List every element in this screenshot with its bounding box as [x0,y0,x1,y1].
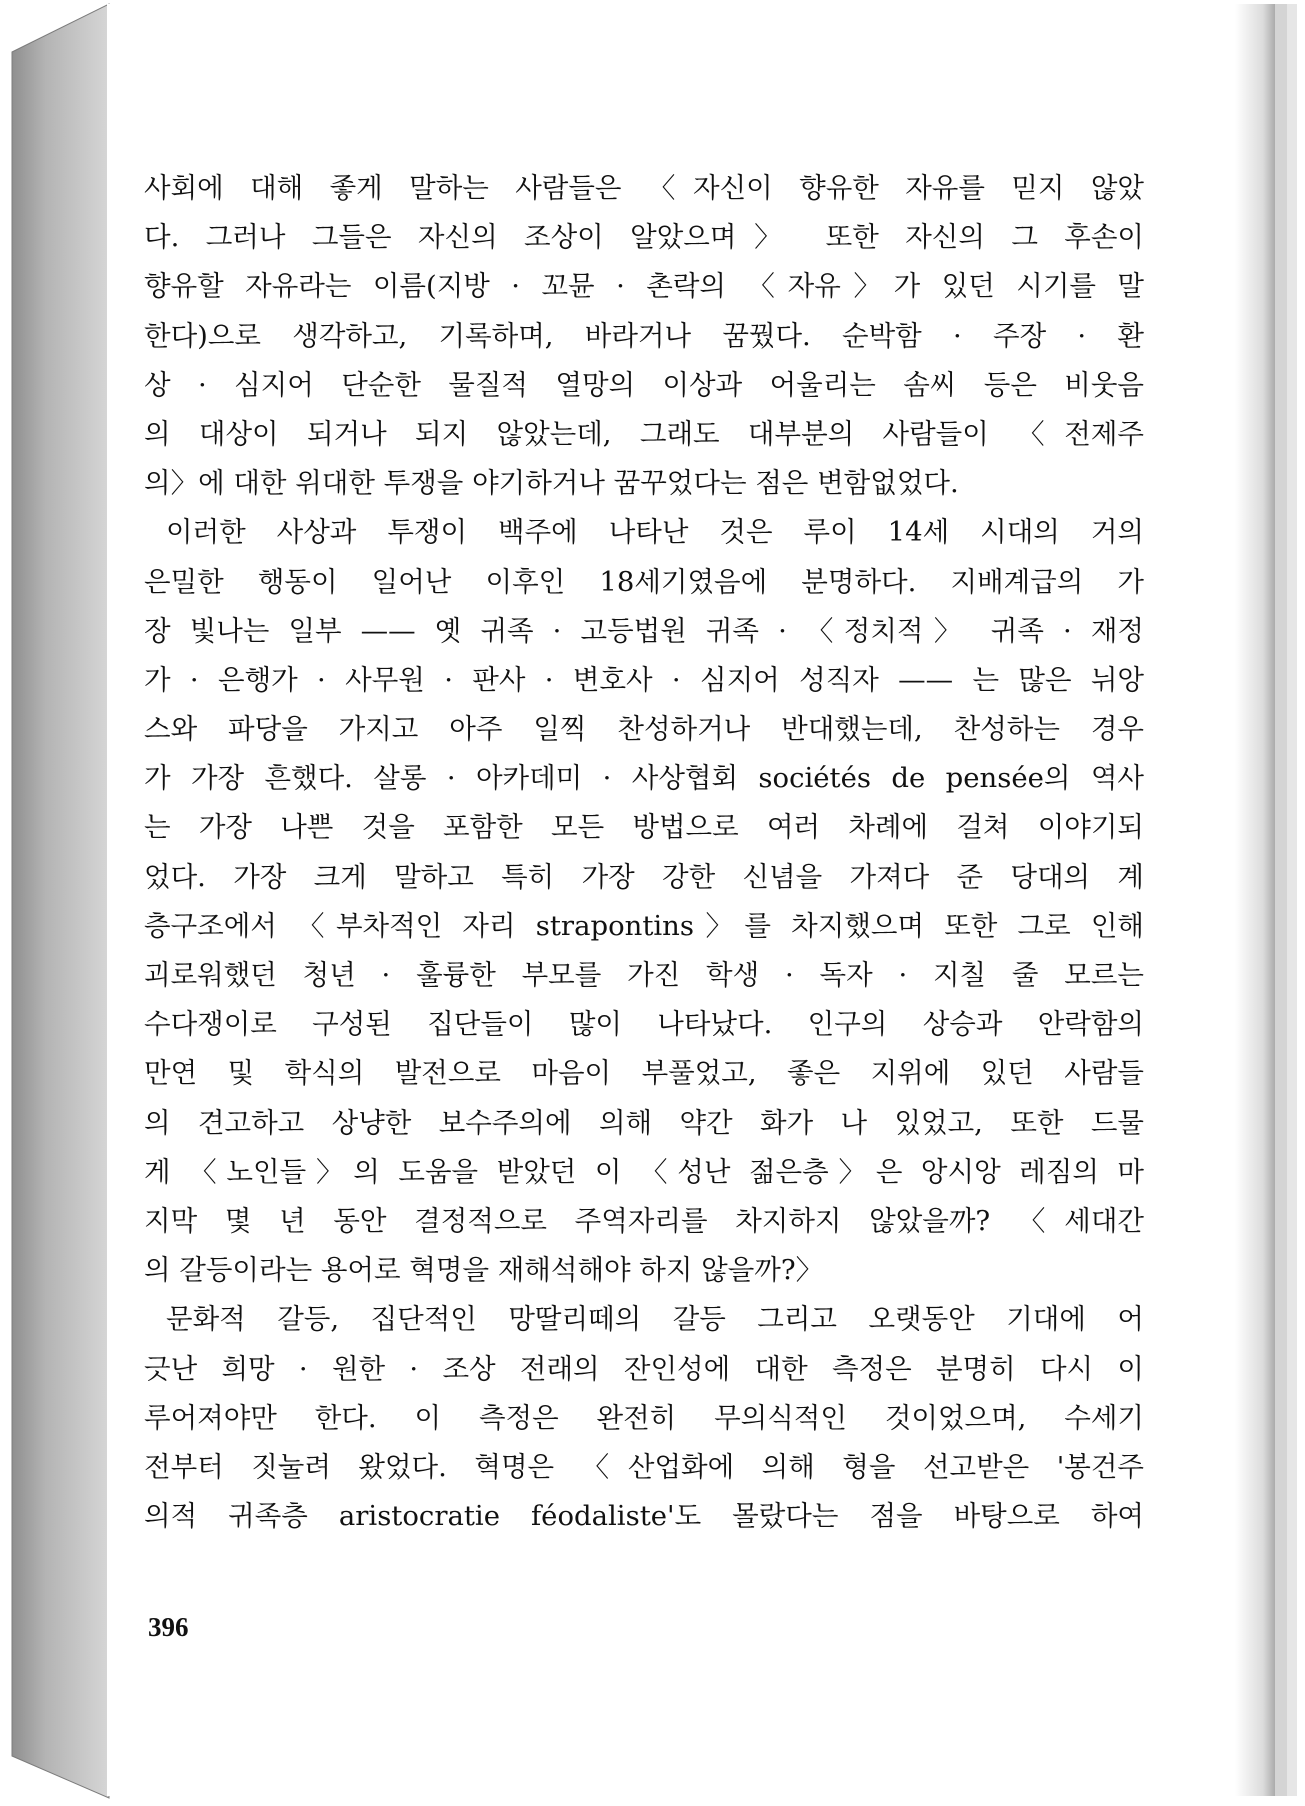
text-line: 은밀한 행동이 일어난 이후인 18세기였음에 분명하다. 지배계급의 가 [144,565,1144,598]
text-line: 가 가장 흔했다. 살롱 · 아카데미 · 사상협회 sociétés de pensée의 역사 [144,762,1144,795]
text-line: 사회에 대해 좋게 말하는 사람들은 〈자신이 향유한 자유를 믿지 않았 [144,172,1144,204]
text-line: 루어져야만 한다. 이 측정은 완전히 무의식적인 것이었으며, 수세기 [144,1401,1144,1434]
text-line: 의 갈등이라는 용어로 혁명을 재해석해야 하지 않을까?〉 [144,1254,824,1287]
text-line: 긋난 희망 · 원한 · 조상 전래의 잔인성에 대한 측정은 분명히 다시 이 [144,1352,1144,1385]
text-line: 의 견고하고 상냥한 보수주의에 의해 약간 화가 나 있었고, 또한 드물 [144,1106,1144,1139]
page-gutter-shadow [1235,4,1275,1796]
text-line: 전부터 짓눌려 왔었다. 혁명은 〈산업화에 의해 형을 선고받은 '봉건주 [144,1450,1144,1483]
text-line: 의〉에 대한 위대한 투쟁을 야기하거나 꿈꾸었다는 점은 변함없었다. [144,467,959,500]
text-line: 수다쟁이로 구성된 집단들이 많이 나타났다. 인구의 상승과 안락함의 [144,1008,1144,1041]
text-line: 가 · 은행가 · 사무원 · 판사 · 변호사 · 심지어 성직자 —— 는 많은 뉘앙 [144,663,1144,696]
text-line: 게 〈노인들〉의 도움을 받았던 이 〈성난 젊은층〉은 앙시앙 레짐의 마 [144,1155,1144,1188]
text-line: 상 · 심지어 단순한 물질적 열망의 이상과 어울리는 솜씨 등은 비웃음 [144,368,1144,401]
body-text [144,164,1144,1541]
text-line: 향유할 자유라는 이름(지방 · 꼬뮨 · 촌락의 〈자유〉가 있던 시기를 말 [144,270,1144,303]
text-line: 이러한 사상과 투쟁이 백주에 나타난 것은 루이 14세 시대의 거의 [166,516,1144,549]
text-line: 문화적 갈등, 집단적인 망딸리떼의 갈등 그리고 오랫동안 기대에 어 [166,1303,1144,1336]
text-line: 는 가장 나쁜 것을 포함한 모든 방법으로 여러 차례에 걸쳐 이야기되 [144,811,1144,844]
text-line: 한다)으로 생각하고, 기록하며, 바라거나 꿈꿨다. 순박함 · 주장 · 환 [144,319,1144,352]
text-line: 괴로워했던 청년 · 훌륭한 부모를 가진 학생 · 독자 · 지칠 줄 모르는 [144,959,1144,991]
text-line: 만연 및 학식의 발전으로 마음이 부풀었고, 좋은 지위에 있던 사람들 [144,1057,1144,1090]
text-line: 장 빛나는 일부 —— 옛 귀족 · 고등법원 귀족 · 〈정치적〉 귀족 · 재정 [144,614,1144,647]
text-line: 스와 파당을 가지고 아주 일찍 찬성하거나 반대했는데, 찬성하는 경우 [144,713,1144,746]
text-line: 의 대상이 되거나 되지 않았는데, 그래도 대부분의 사람들이 〈전제주 [144,417,1144,450]
text-line: 었다. 가장 크게 말하고 특히 가장 강한 신념을 가져다 준 당대의 계 [144,860,1144,893]
text-line: 지막 몇 년 동안 결정적으로 주역자리를 차지하지 않았을까? 〈세대간 [144,1204,1144,1237]
page-number: 396 [148,1612,189,1642]
text-line: 다. 그러나 그들은 자신의 조상이 알았으며〉 또한 자신의 그 후손이 [144,221,1144,254]
text-line: 의적 귀족층 aristocratie féodaliste'도 몰랐다는 점을 바탕으로 하여 [144,1500,1144,1533]
text-line: 층구조에서 〈부차적인 자리 strapontins〉를 차지했으며 또한 그로 인해 [144,909,1144,942]
